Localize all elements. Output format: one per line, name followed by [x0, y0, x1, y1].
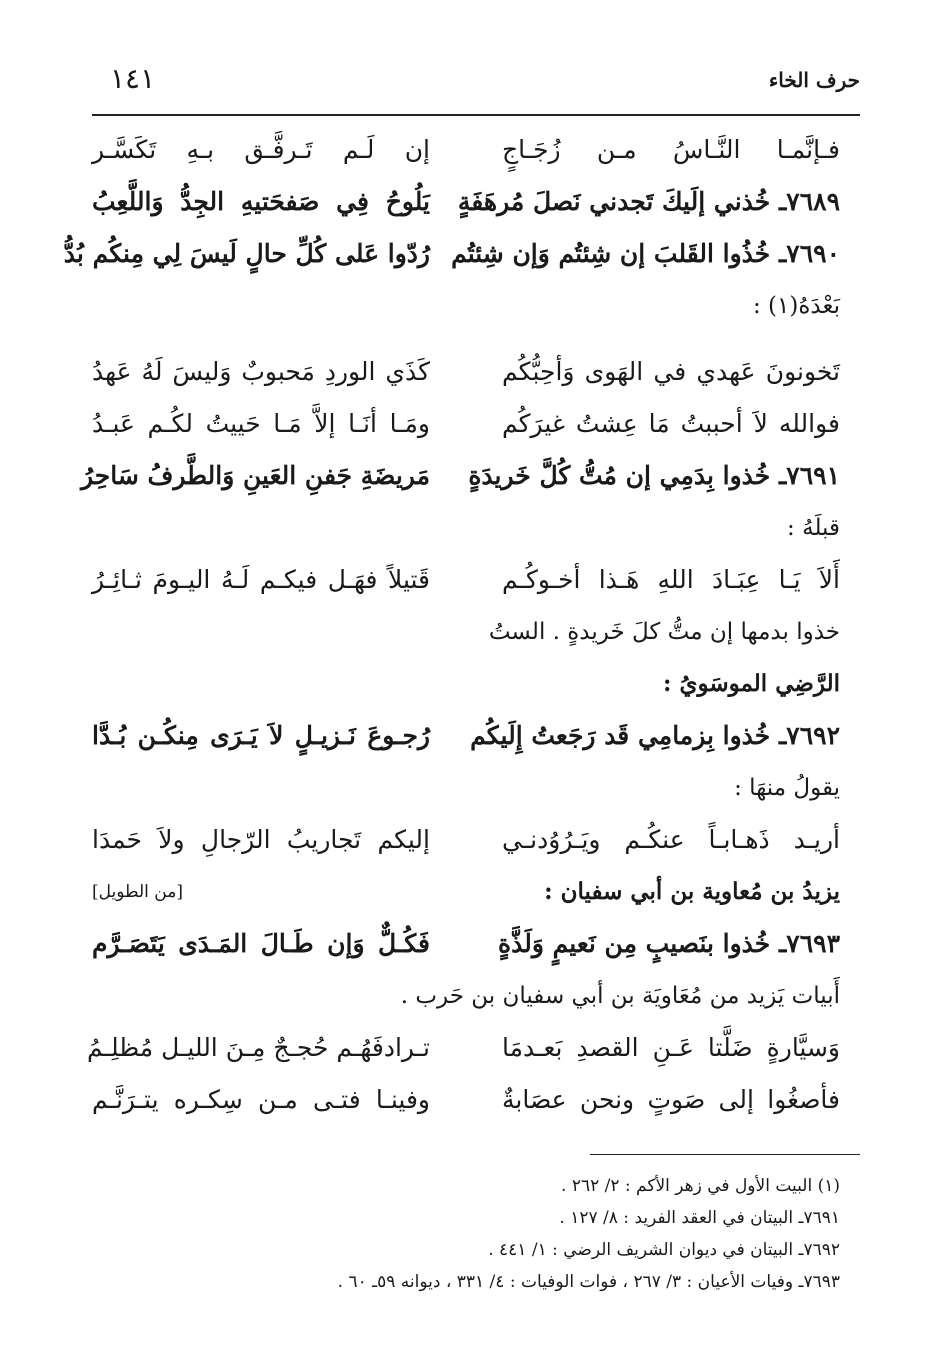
- hemistich-first: ٧٦٨٩ـ خُذني إلَيكَ تَجدني نَصلَ مُرهَفَةٍ: [457, 187, 840, 216]
- poet-name: [92, 658, 840, 710]
- hemistich-second: رُجـوعَ نَـزيـلٍ لاَ يَـرَى مِنكُـن بُـدَّا: [92, 721, 430, 750]
- footnote-rule: [590, 1154, 860, 1155]
- hemistich-second: إن لَـم تَـرفَّـق بـهِ تَكَسَّـر: [92, 135, 430, 164]
- hemistich-second: يَلُوحُ فِي صَفحَتيهِ الجِدُّ وَاللَّعِبُ: [92, 187, 430, 216]
- prose-text: يقولُ منهَا :: [734, 775, 840, 801]
- hemistich-second: ومَـا أنَـا إلاَّ مَـا حَييتُ لكُـم عَبـدُ: [92, 409, 430, 438]
- footnotes: [92, 1170, 840, 1298]
- hemistich-first: أريـد ذَهـابـاً عنكُـم ويَـرُوُدنـي: [502, 825, 840, 854]
- hemistich-first: وَسيَّارةٍ ضَلَّتا عَـنِ القصدِ بَعـدمَا: [502, 1033, 840, 1062]
- running-title: حرف الخاء: [768, 68, 860, 92]
- hemistich-first: ٧٦٩١ـ خُذوا بِدَمِي إن مُتُّ كُلَّ خَريدَةٍ: [468, 461, 840, 490]
- hemistich-second: قَتيلاً فهَـل فيكـم لَـهُ اليـومَ ثـائِـرُ: [92, 565, 430, 594]
- verse-line: [92, 814, 840, 866]
- prose-text: أَبيات يَزيد من مُعَاويَة بن أبي سفيان بن حَرب .: [400, 983, 840, 1009]
- hemistich-first: فوالله لاَ أحببتُ مَا عِشتُ غيرَكُم: [502, 409, 840, 438]
- verse-line: [92, 124, 840, 176]
- hemistich-first: أَلاَ يَـا عِبَـادَ اللهِ هَـذا أخـوكُـم: [502, 565, 840, 594]
- verse-line: [92, 554, 840, 606]
- hemistich-first: فـإنَّمـا النَّـاسُ مـن زُجَـاجٍ: [502, 135, 840, 164]
- verse-line: [92, 346, 840, 398]
- verse-line: [92, 398, 840, 450]
- prose-text: الرَّضِي الموسَويُ :: [662, 670, 840, 697]
- hemistich-second: مَريضَةِ جَفنِ العَينِ وَالطَّرفُ سَاحِرُ: [80, 461, 430, 490]
- hemistich-first: ٧٦٩٠ـ خُذُوا القَلبَ إن شِئتُم وَإن شِئتُم: [451, 239, 840, 268]
- verse-line-7690: [63, 228, 840, 280]
- verse-line-7693: [92, 918, 840, 970]
- prose-text: يزيدُ بن مُعاوية بن أبي سفيان :: [544, 878, 840, 905]
- hemistich-first: تَخونونَ عَهدي في الهَوى وَأحِبُّكُم: [502, 357, 840, 386]
- poem-body: [63, 124, 840, 1126]
- header-rule: [92, 114, 860, 116]
- verse-line-7691: [80, 450, 840, 502]
- prose-text: قبلَهُ :: [787, 515, 840, 541]
- hemistich-second: رُدّوا عَلى كُلِّ حالٍ لَيسَ لِي مِنكُم بُدُّ: [63, 239, 430, 268]
- hemistich-first: ٧٦٩٢ـ خُذوا بِزمامِي قَد رَجَعتُ إِلَيكُم: [470, 721, 840, 750]
- page-number: ١٤١: [110, 62, 156, 95]
- hemistich-second: تـرادفَهُـم حُجـجٌ مِـنَ الليـل مُظلِـمُ: [87, 1033, 430, 1062]
- hemistich-first: فأصغُوا إلى صَوتٍ ونحن عصَابةٌ: [502, 1085, 840, 1114]
- verse-line: [92, 1074, 840, 1126]
- prose-text: خذوا بدمها إن متُّ كلَ خَريدةٍ . الستُ: [488, 619, 840, 645]
- hemistich-second: كَذَي الوردِ مَحبوبٌ وَليسَ لَهُ عَهدُ: [92, 357, 430, 386]
- verse-line: [87, 1022, 840, 1074]
- hemistich-second: فَكُـلٌّ وَإن طَـالَ المَـدَى يَتَصَـرَّم: [92, 929, 430, 958]
- prose-line: [92, 762, 840, 814]
- verse-line-7692: [92, 710, 840, 762]
- footnote: ٧٦٩١ـ البيتان في العقد الفريد : ٨/ ١٢٧ .: [559, 1208, 840, 1228]
- footnote: ٧٦٩٢ـ البيتان في ديوان الشريف الرضي : ١/ ٤٤١ .: [488, 1240, 840, 1260]
- footnote: (١) البيت الأول في زهر الأكم : ٢/ ٢٦٢ .: [561, 1176, 840, 1196]
- hemistich-second: وفينـا فتـى مـن سِكـره يتـرَنَّـم: [92, 1085, 430, 1114]
- prose-line: [92, 502, 840, 554]
- hemistich-second: إليكم تَجاريبُ الرّجالِ ولاَ حَمدَا: [92, 825, 430, 854]
- prose-text: بَعْدَهُ(١) :: [753, 293, 840, 319]
- prose-line: [92, 970, 840, 1022]
- prose-line: [92, 280, 840, 332]
- verse-line-7689: [92, 176, 840, 228]
- meter-label: [من الطويل]: [92, 882, 183, 902]
- footnote: ٧٦٩٣ـ وفيات الأعيان : ٣/ ٢٦٧ ، فوات الوفيات : ٤/ ٣٣١ ، ديوانه ٥٩ـ ٦٠ .: [337, 1272, 840, 1292]
- hemistich-first: ٧٦٩٣ـ خُذوا بنَصيبٍ مِن نَعيمٍ وَلَذَّةٍ: [498, 929, 840, 958]
- prose-line: [92, 606, 840, 658]
- poet-name: [92, 866, 840, 918]
- page-header: [92, 60, 860, 104]
